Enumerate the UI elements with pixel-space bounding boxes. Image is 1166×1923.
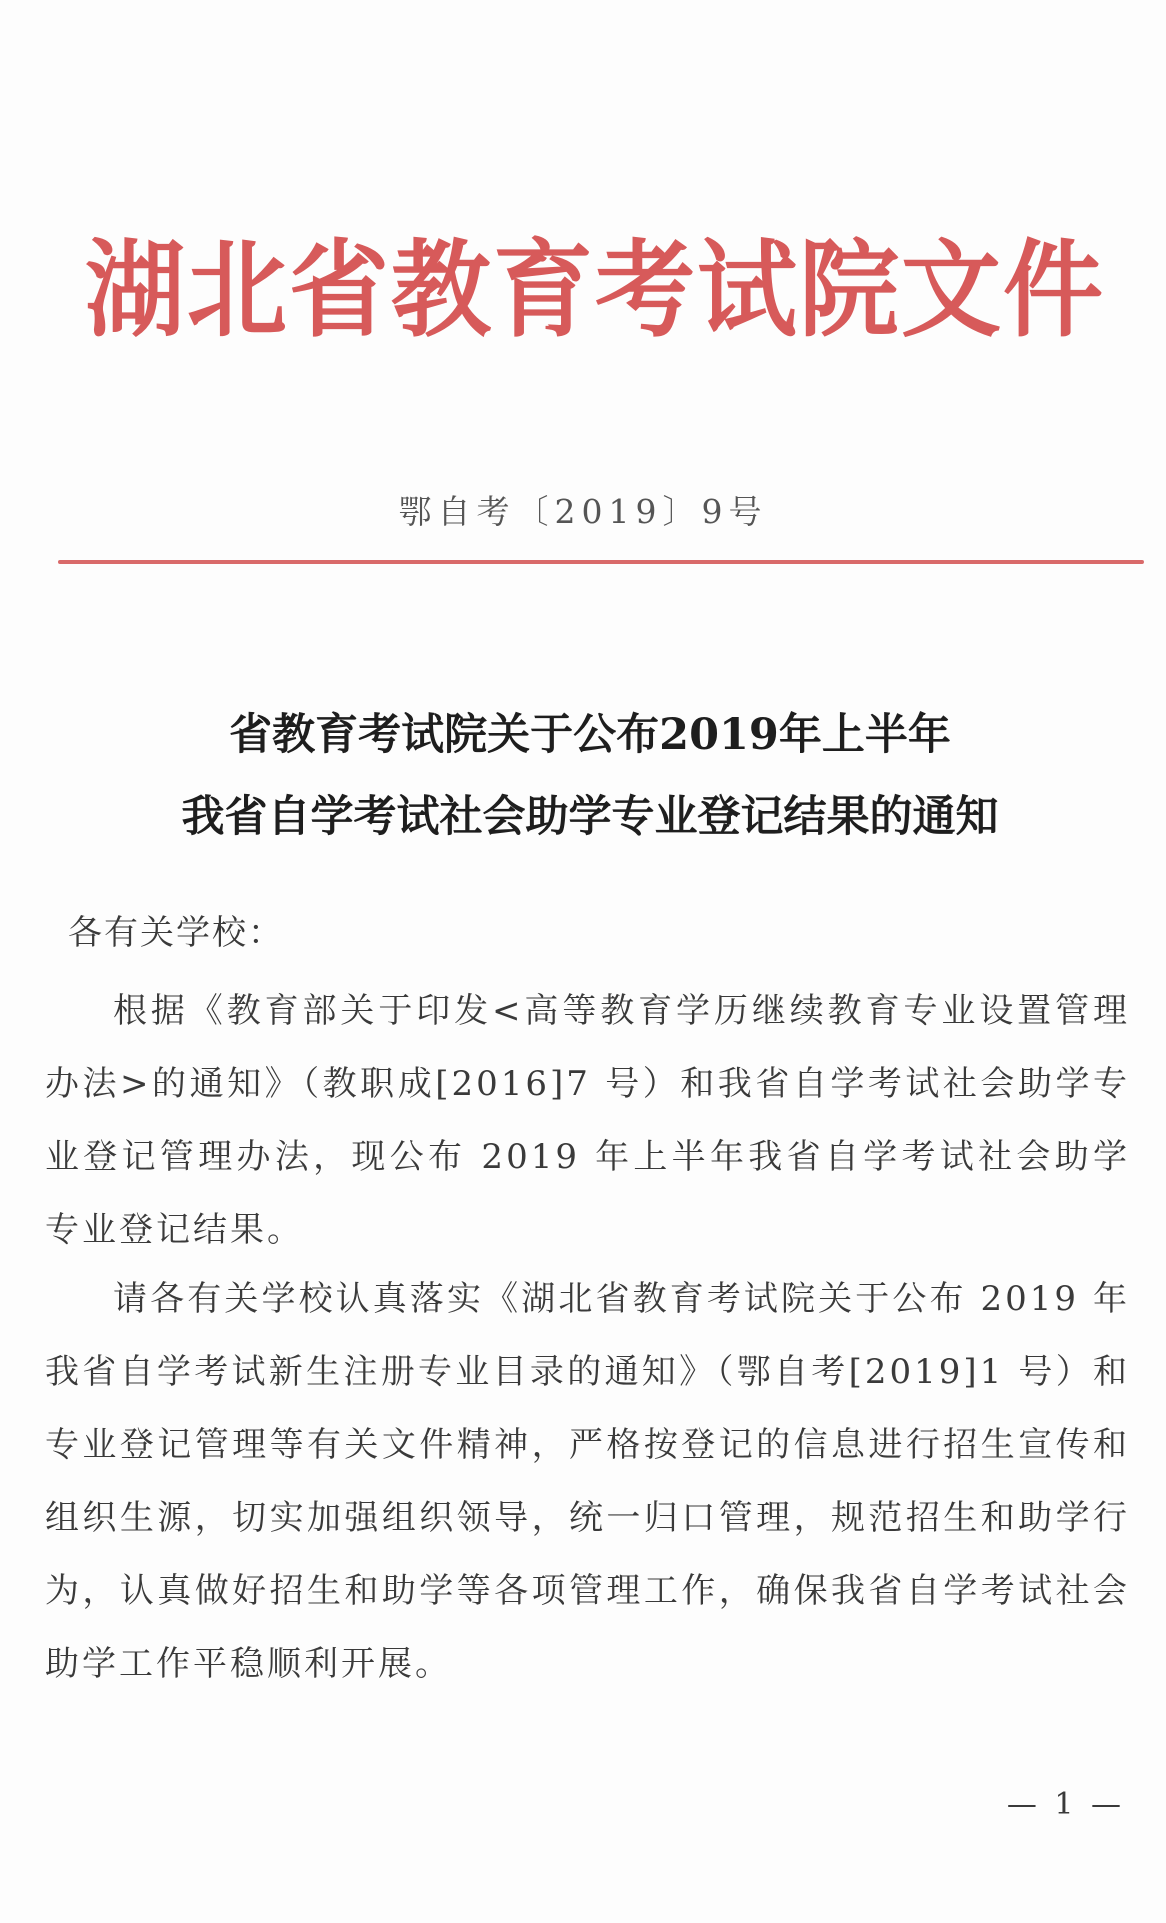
body-paragraph-2: 请各有关学校认真落实《湖北省教育考试院关于公布 2019 年我省自学考试新生注册专业目录的通知》（鄂自考[2019]1 号）和专业登记管理等有关文件精神，严格按登记的信息进行招生宣传和组织生源，切实加强组织领导，统一归口管理，规范招生和助学行为，认真做好招生和助学等各项管理工作，确保我省自学考试社会助学工作平稳顺利开展。 xyxy=(45,1279,1130,1684)
page-number: — 1 — xyxy=(1006,1787,1125,1822)
notice-title-line-1: 省教育考试院关于公布2019年上半年 xyxy=(229,710,951,760)
salutation: 各有关学校： xyxy=(68,913,284,953)
organization-header: 湖北省教育考试院文件 xyxy=(85,228,1105,352)
document-number: 鄂自考〔2019〕9号 xyxy=(398,492,768,531)
notice-title-line-2: 我省自学考试社会助学专业登记结果的通知 xyxy=(181,792,999,842)
body-paragraph-1: 根据《教育部关于印发<高等教育学历继续教育专业设置管理办法>的通知》（教职成[2016]7 号）和我省自学考试社会助学专业登记管理办法，现公布 2019 年上半年我省自学考试社会助学专业登记结果。 xyxy=(45,991,1130,1250)
header-divider xyxy=(58,560,1144,564)
